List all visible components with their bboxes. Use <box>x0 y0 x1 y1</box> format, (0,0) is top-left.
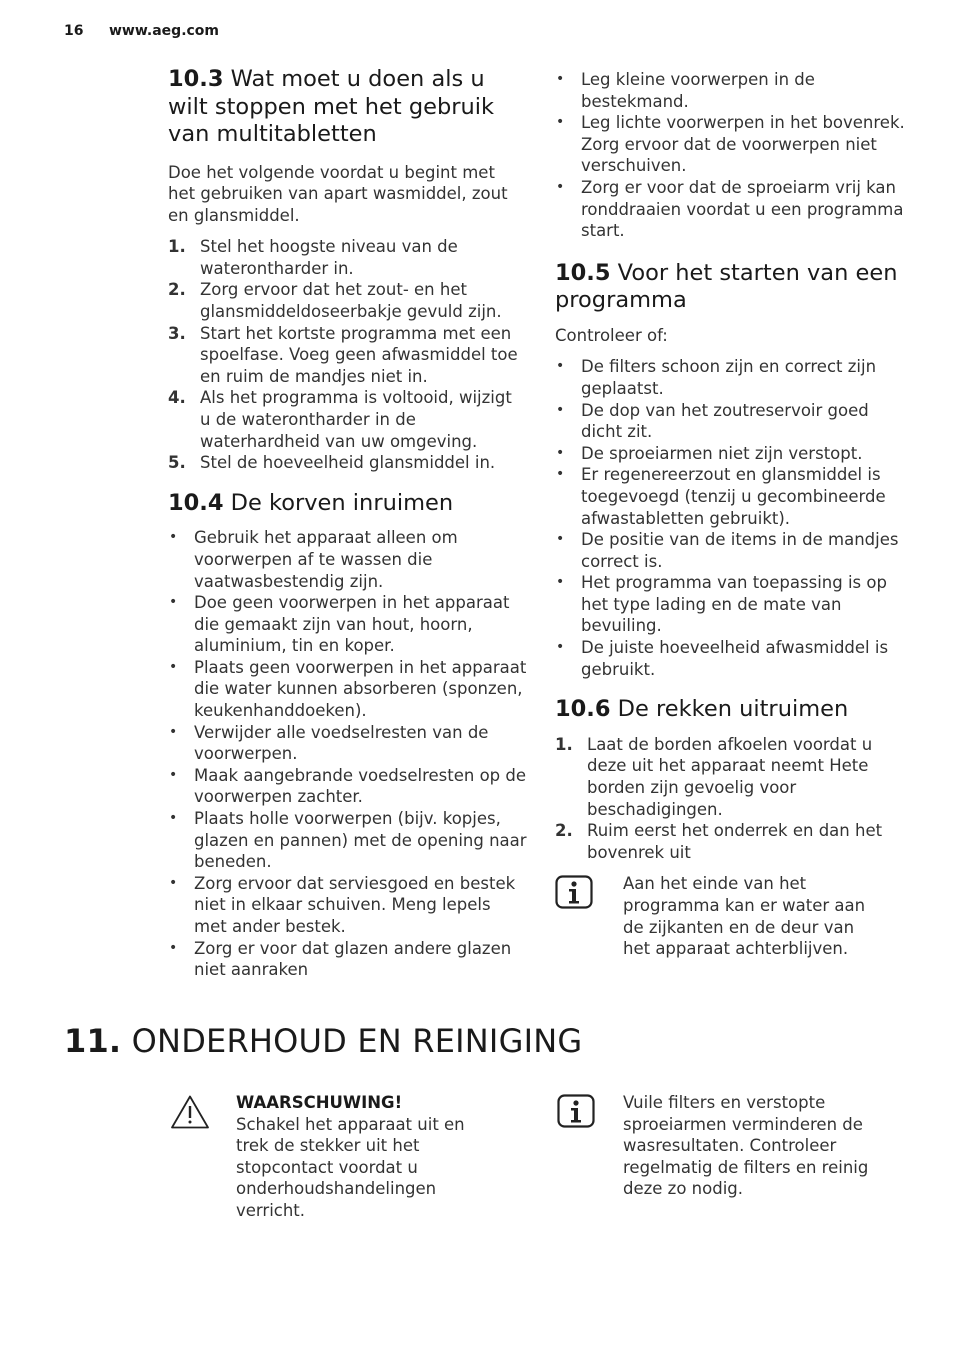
warning-icon <box>170 1094 210 1130</box>
list-item: • Zorg er voor dat glazen andere glazen niet aanraken <box>169 938 512 980</box>
list-item: • De sproeiarmen niet zijn verstopt. <box>556 443 863 463</box>
section-number: 10.3 <box>168 66 224 92</box>
list-item: • Maak aangebrande voedselresten op de voorwerpen zachter. <box>169 765 527 807</box>
section-number: 10.6 <box>555 696 611 723</box>
warning-text: Schakel het apparaat uit en trek de stekker uit het stopcontact voordat u onderhoudshandelingen verricht. <box>236 1114 465 1220</box>
section-title: Voor het starten van een programma <box>555 259 898 314</box>
list-item: • Er regenereerzout en glansmiddel is toegevoegd (tenzij u gecombineerde afwastabletten gebruikt). <box>556 465 886 528</box>
page-number: 16 <box>64 23 84 39</box>
bullet-list-10-4 <box>168 527 528 980</box>
section-heading-10-6 <box>555 696 915 724</box>
list-item: • Leg lichte voorwerpen in het bovenrek. Zorg ervoor dat de voorwerpen niet verschuiven. <box>556 113 905 176</box>
page-header <box>64 23 219 39</box>
chapter-title <box>64 1022 582 1060</box>
left-column <box>168 66 528 981</box>
list-item: • Zorg er voor dat de sproeiarm vrij kan ronddraaien voordat u een programma start. <box>556 177 904 241</box>
list-item: • Leg kleine voorwerpen in de bestekmand. <box>556 70 815 111</box>
info-text: Vuile filters en verstopte sproeiarmen verminderen de wasresultaten. Controleer regelmatig de filters en reinig deze zo nodig. <box>623 1093 869 1199</box>
chapter-number: 11. <box>64 1022 122 1060</box>
list-item: 2. Zorg ervoor dat het zout- en het glansmiddeldoseerbakje gevuld zijn. <box>168 280 502 322</box>
info-icon <box>557 1094 595 1128</box>
section-intro: Controleer of: <box>555 325 668 345</box>
list-item: • Zorg ervoor dat serviesgoed en bestek niet in elkaar schuiven. Meng lepels met ander bestek. <box>169 873 516 936</box>
warning-heading: WAARSCHUWING! <box>236 1093 403 1112</box>
bullet-list-10-5 <box>555 356 915 680</box>
steps-list-10-6 <box>555 734 900 864</box>
steps-list-10-3 <box>168 236 523 474</box>
section-number: 10.5 <box>555 259 611 286</box>
list-item: • Plaats holle voorwerpen (bijv. kopjes, glazen en pannen) met de opening naar beneden. <box>169 809 527 872</box>
list-item: • Plaats geen voorwerpen in het apparaat die water kunnen absorberen (sponzen, keukenhanddoeken). <box>169 657 527 721</box>
list-item: 5. Stel de hoeveelheid glansmiddel in. <box>168 453 496 473</box>
list-item: 4. Als het programma is voltooid, wijzigt u de waterontharder in de waterhardheid van uw omgeving. <box>168 388 512 451</box>
section-heading-10-5 <box>555 260 905 315</box>
list-item: • Verwijder alle voedselresten van de voorwerpen. <box>169 722 489 764</box>
website-url: www.aeg.com <box>109 23 220 39</box>
section-heading-10-3 <box>168 66 518 149</box>
note-text: Aan het einde van het programma kan er water aan de zijkanten en de deur van het apparaat achterblijven. <box>623 874 866 959</box>
list-item: 1. Laat de borden afkoelen voordat u deze uit het apparaat neemt Hete borden zijn gevoelig voor beschadigingen. <box>555 734 873 819</box>
section-title: Wat moet u doen als u wilt stoppen met het gebruik van multitabletten <box>168 66 495 147</box>
list-item: • De filters schoon zijn en correct zijn geplaatst. <box>556 357 877 398</box>
list-item: 3. Start het kortste programma met een spoelfase. Voeg geen afwasmiddel toe en ruim de mandjes niet in. <box>168 323 518 386</box>
info-icon <box>555 875 593 909</box>
section-title: De rekken uitruimen <box>617 696 849 723</box>
warning-note <box>170 1092 490 1222</box>
list-item: • De juiste hoeveelheid afwasmiddel is gebruikt. <box>556 638 889 679</box>
list-item: • De positie van de items in de mandjes correct is. <box>556 530 899 571</box>
list-item: • De dop van het zoutreservoir goed dicht zit. <box>556 400 869 442</box>
section-title: De korven inruimen <box>230 489 454 516</box>
section-heading-10-4 <box>168 490 528 518</box>
list-item: • Doe geen voorwerpen in het apparaat die gemaakt zijn van hout, hoorn, aluminium, tin en koper. <box>169 593 510 656</box>
right-column <box>555 66 915 960</box>
list-item: 2. Ruim eerst het onderrek en dan het bovenrek uit <box>555 821 883 862</box>
list-item: 1. Stel het hoogste niveau van de waterontharder in. <box>168 237 458 278</box>
list-item: • Gebruik het apparaat alleen om voorwerpen af te wassen die vaatwasbestendig zijn. <box>169 528 458 591</box>
bullet-list-10-4-continued <box>555 69 915 242</box>
info-note <box>555 873 915 959</box>
section-number: 10.4 <box>168 489 224 516</box>
chapter-title-text: ONDERHOUD EN REINIGING <box>131 1022 583 1060</box>
info-note-filters <box>557 1092 887 1200</box>
list-item: • Het programma van toepassing is op het type lading en de mate van bevuiling. <box>556 573 887 636</box>
section-intro: Doe het volgende voordat u begint met het gebruiken van apart wasmiddel, zout en glansmiddel. <box>168 162 508 225</box>
